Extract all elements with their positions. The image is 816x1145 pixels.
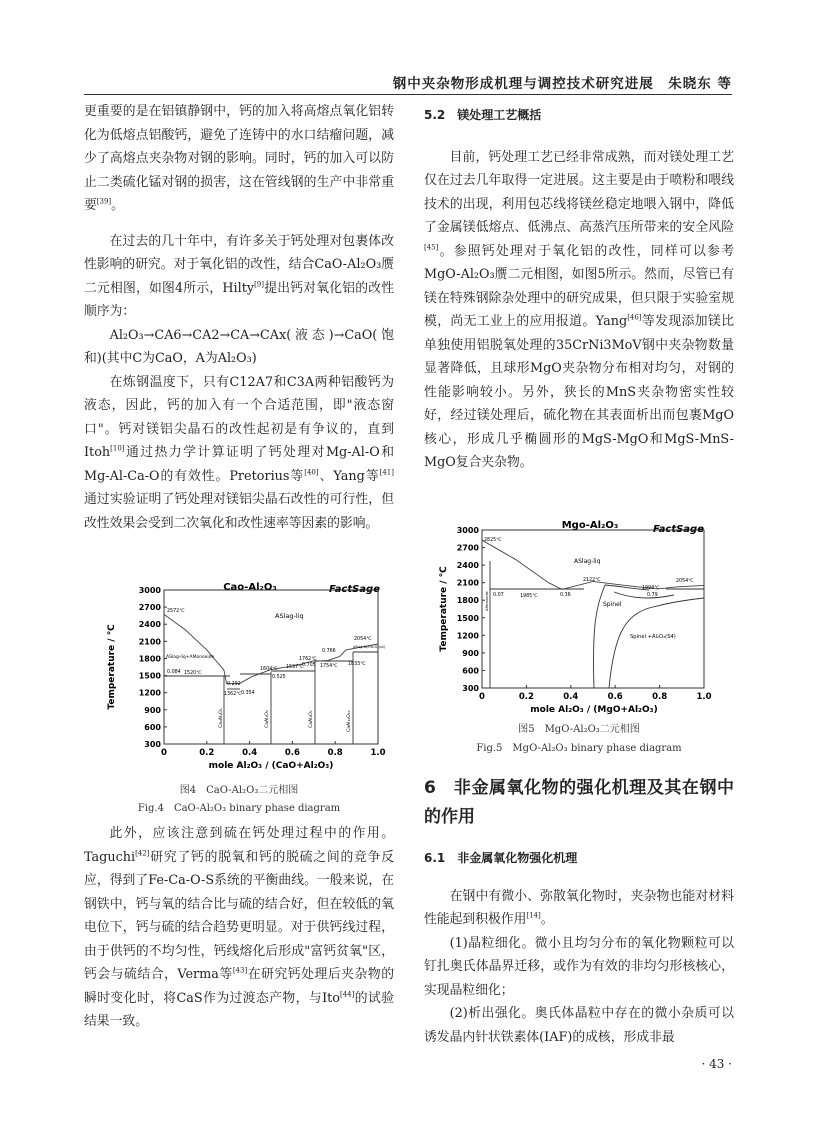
point-label: 0.705 (302, 663, 316, 668)
point-label: 0.36 (560, 593, 571, 598)
point-label: 2054℃ (354, 637, 372, 642)
y-axis-ticks (457, 526, 485, 693)
point-label: 0.084 (167, 670, 181, 675)
phase-label: CaAl₄O₇ (309, 710, 314, 728)
point-label: 1754℃ (320, 664, 338, 669)
paragraph: 在炼钢温度下，只有C12A7和C3A两种铝酸钙为液态，因此，钙的加入有一个合适范围，即"液态窗口"。钙对镁铝尖晶石的改性起初是有争议的，直到Itoh[10]通过热力学计算证明了钙处理对Mg-Al-O和Mg-Al-Ca-O的有效性。Pretorius等[40]、Yang等[41]通过实验证明了钙处理对镁铝尖晶石改性的可行性，但改性效果会受到二次氧化和改性速率等因素的影响。 (84, 374, 394, 531)
chart-brand: FactSage (652, 524, 704, 535)
y-tick-label: 1200 (138, 688, 161, 698)
plot-frame (482, 530, 704, 688)
paragraph: 此外，应该注意到硫在钙处理过程中的作用。Taguchi[42]研究了钙的脱氧和钙的脱硫之间的竞争反应，得到了Fe-Ca-O-S系统的平衡曲线。一般来说，在钢铁中，钙与氧的结合比与硫的结合好，但在较低的氧电位下，钙与硫的结合趋势更明显。对于供钙线过程，由于供钙的不均匀性，钙线熔化后形成"富钙贫氧"区，钙会与硫结合，Verma等[43]在研究钙处理后夹杂物的瞬时变化时，将CaS作为过渡态产物，与Ito[44]的试验结果一致。 (84, 826, 395, 1029)
y-tick-label: 300 (144, 740, 161, 749)
citation[interactable]: [44] (339, 990, 355, 999)
point-label: 1520℃ (184, 671, 202, 676)
point-label: 1597℃ (286, 665, 304, 670)
y-tick-label: 2100 (456, 578, 479, 588)
running-title: 钢中夹杂物形成机理与调控技术研究进展 朱晓东 等 (392, 76, 732, 92)
x-tick-label: 1.0 (370, 748, 386, 758)
fig4-phase-diagram (100, 576, 390, 772)
point-label: 0.79 (647, 593, 658, 598)
y-tick-label: 600 (144, 722, 161, 732)
x-tick-label: 1.0 (696, 692, 712, 702)
left-column (84, 100, 394, 535)
x-tick-label: 0.6 (607, 692, 623, 702)
x-axis-label: mole Al₂O₃ / (MgO+Al₂O₃) (530, 705, 658, 715)
y-tick-label: 600 (462, 666, 479, 676)
y-tick-label: 1800 (456, 596, 479, 606)
x-axis-label: mole Al₂O₃ / (CaO+Al₂O₃) (208, 761, 334, 771)
region-label: ASlag-liq+Al₂O₃(s4) (353, 645, 386, 649)
point-label: 2825℃ (484, 538, 502, 543)
y-axis-ticks (139, 586, 167, 749)
citation[interactable]: [46] (627, 313, 642, 322)
paragraph: 目前，钙处理工艺已经非常成熟，而对镁处理工艺仅在过去几年取得一定进展。这主要是由于喷粉和喂线技术的出现，利用包芯线将镁丝稳定地喂入钢中，降低了金属镁低熔点、低沸点、高蒸汽压所带来的安全风险[45]。参照钙处理对于氧化铝的改性，同样可以参考MgO-Al₂O₃赝二元相图，如图5所示。然而，尽管已有镁在特殊钢除杂处理中的研究成果，但只限于实验室规模，尚无工业上的应用报道。Yang[46]等发现添加镁比单独使用铝脱氧处理的35CrNi3MoV钢中夹杂物数量显著降低，且球形MgO夹杂物分布相对均匀，对钢的性能影响较小。另外，狭长的MnS夹杂物密实性较好，经过镁处理后，硫化物在其表面析出而包裹MgO核心，形成几乎椭圆形的MgS-MgO和MgS-MnS-MgO复合夹杂物。 (424, 149, 734, 470)
point-label: 2122℃ (583, 578, 601, 583)
fig4-caption-en: Fig.4 CaO-Al₂O₃ binary phase diagram (137, 803, 341, 814)
paragraph: 更重要的是在铝镇静钢中，钙的加入将高熔点氧化铝转化为低熔点铝酸钙，避免了连铸中的水口结瘤问题，减少了高熔点夹杂物对钢的影响。同时，钙的加入可以防止二类硫化锰对钢的损害，这在管线钢的生产中非常重要[39]。 (84, 104, 394, 213)
section-heading-6: 6 非金属氧化物的强化机理及其在钢中的作用 (424, 778, 734, 827)
page-number: · 43 · (701, 1057, 732, 1071)
point-label: 1762℃ (299, 657, 317, 662)
y-tick-label: 2400 (138, 620, 161, 630)
point-label: 0.766 (322, 649, 336, 654)
x-tick-label: 0.8 (652, 692, 668, 702)
y-tick-label: 1200 (456, 631, 479, 641)
fig5-caption-cn: 图5 MgO-Al₂O₃二元相图 (518, 724, 640, 735)
chart-brand: FactSage (328, 584, 380, 595)
x-tick-label: 0.4 (242, 748, 258, 758)
chart-title: Cao-Al₂O₃ (223, 582, 277, 593)
citation[interactable]: [10] (110, 444, 125, 453)
paragraph: (2)析出强化。奥氏体晶粒中存在的微小杂质可以诱发晶内针状铁素体(IAF)的成核，形成非最 (424, 1006, 734, 1045)
citation[interactable]: [41] (379, 468, 394, 477)
running-header (84, 66, 732, 95)
x-tick-label: 0.4 (563, 692, 579, 702)
phase-label: CaAl₁₂O₁₉ (347, 710, 352, 732)
fig5-caption-en: Fig.5 MgO-Al₂O₃ binary phase diagram (476, 743, 682, 754)
citation[interactable]: [43] (232, 966, 248, 975)
citation[interactable]: [9] (254, 280, 264, 289)
y-tick-label: 3000 (456, 526, 479, 535)
point-label: 1994℃ (642, 586, 660, 591)
section-heading-5-2: 5.2 镁处理工艺概括 (424, 108, 542, 122)
chart-title: Mgo-Al₂O₃ (561, 520, 619, 531)
point-label: 1362℃ (224, 692, 242, 697)
x-tick-label: 0.2 (199, 748, 215, 758)
x-tick-label: 0 (479, 692, 485, 702)
citation[interactable]: [40] (304, 468, 319, 477)
paragraph: (1)晶粒细化。微小且均匀分布的氧化物颗粒可以钉扎奥氏体晶界迁移，或作为有效的非均匀形核核心，实现晶粒细化； (424, 935, 734, 998)
x-tick-label: 0.8 (327, 748, 343, 758)
phase-label: CaAl₂O₄ (265, 710, 270, 728)
paragraph: 在钢中有微小、弥散氧化物时，夹杂物也能对材料性能起到积极作用[14]。 (424, 888, 734, 927)
spinel-al2o3-boundary (609, 598, 704, 688)
y-tick-label: 1500 (456, 613, 479, 623)
point-label: 2054℃ (676, 579, 694, 584)
y-tick-label: 900 (462, 648, 479, 658)
y-tick-label: 2100 (138, 637, 161, 647)
point-label: 1833℃ (348, 662, 366, 667)
section-heading-6-1: 6.1 非金属氧化物强化机理 (424, 851, 578, 865)
region-label: Spinel (603, 601, 622, 608)
citation[interactable]: [45] (424, 243, 439, 252)
x-tick-label: 0 (161, 748, 167, 758)
fig4-caption-cn: 图4 CaO-Al₂O₃二元相图 (179, 785, 299, 796)
y-tick-label: 3000 (138, 586, 161, 595)
x-tick-label: 0.2 (518, 692, 534, 702)
region-label: AMonoxide (485, 591, 489, 611)
right-column-bottom (424, 774, 734, 1049)
y-axis-label: Temperature / ℃ (107, 624, 117, 710)
paragraph: 在过去的几十年中，有许多关于钙处理对包裹体改性影响的研究。对于氧化铝的改性，结合CaO-Al₂O₃赝二元相图，如图4所示，Hilty[9]提出钙对氧化铝的改性顺序为： (84, 233, 395, 319)
region-label: ASlag-liq (574, 558, 601, 565)
region-label: Spinel +Al₂O₃(S4) (630, 634, 676, 640)
region-label: ASlag-liq (275, 612, 304, 620)
region-label: ASlag-liq+AMonoxide (166, 655, 215, 660)
citation[interactable]: [14] (526, 911, 541, 920)
right-column (424, 100, 734, 475)
point-label: 0.525 (272, 675, 286, 680)
y-tick-label: 1800 (138, 654, 161, 664)
y-tick-label: 2700 (138, 603, 161, 613)
fig5-phase-diagram (434, 516, 724, 716)
modification-sequence: Al₂O₃→CA6→CA2→CA→CAx(液态)→CaO(饱和)(其中C为CaO，A为Al₂O₃) (84, 327, 394, 366)
x-tick-label: 0.6 (284, 748, 300, 758)
point-label: 1604℃ (260, 667, 278, 672)
left-column-bottom (84, 822, 394, 1034)
point-label: 0.07 (493, 593, 504, 598)
citation[interactable]: [39] (96, 197, 112, 206)
point-label: 1985℃ (520, 594, 538, 599)
y-tick-label: 2400 (456, 561, 479, 571)
point-label: 0.354 (241, 691, 255, 696)
y-tick-label: 900 (144, 705, 161, 715)
citation[interactable]: [42] (135, 849, 150, 858)
y-tick-label: 300 (462, 684, 479, 693)
point-label: 2572℃ (167, 609, 185, 614)
phase-label: Ca₃Al₂O₆ (219, 708, 224, 728)
y-axis-label: Temperature / ℃ (439, 566, 449, 652)
y-tick-label: 2700 (456, 543, 479, 553)
y-tick-label: 1500 (138, 671, 161, 681)
point-label: 0.292 (227, 682, 241, 687)
